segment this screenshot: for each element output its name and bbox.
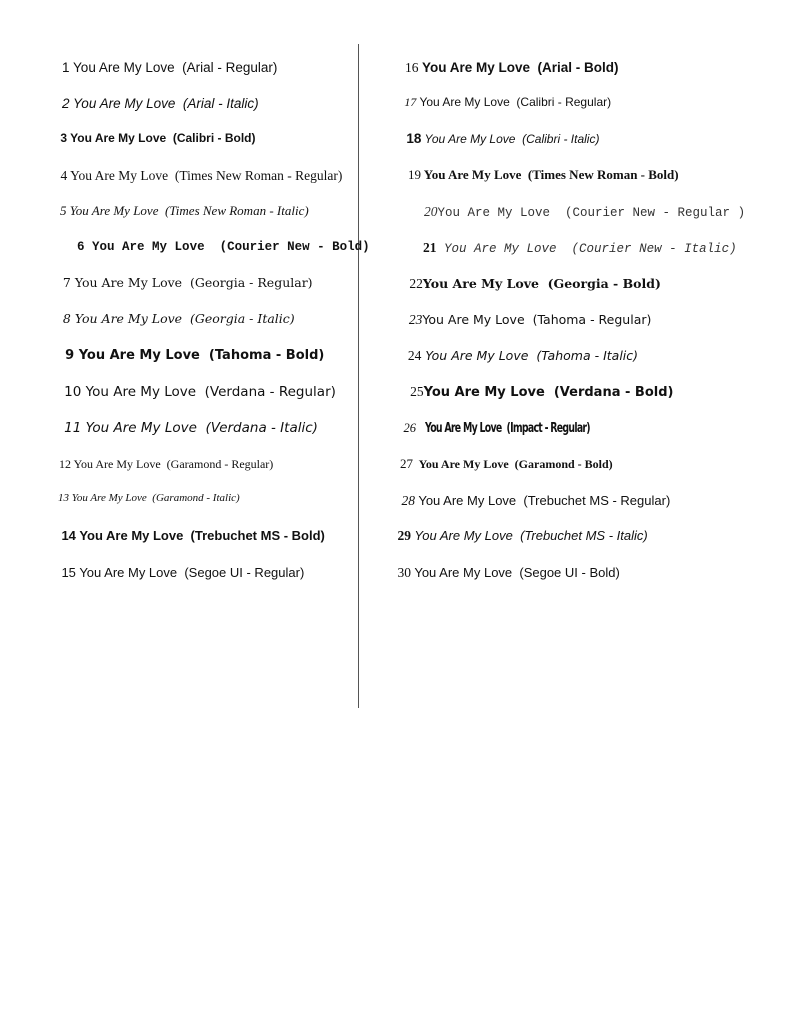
font-sample-30 — [383, 553, 620, 593]
sample-number: 11 — [64, 419, 82, 436]
sample-text: You Are My Love (Georgia - Italic) — [74, 310, 295, 326]
sample-text: You Are My Love (Verdana - Regular) — [85, 383, 336, 400]
font-sample-23 — [393, 300, 651, 339]
sample-text: You Are My Love (Times New Roman - Bold) — [423, 167, 679, 182]
sample-number: 27 — [400, 456, 413, 471]
sample-text: You Are My Love (Arial - Bold) — [422, 59, 619, 75]
sample-text: You Are My Love (Garamond - Bold) — [418, 457, 613, 471]
sample-number: 30 — [397, 565, 411, 580]
sample-text: You Are My Love (Tahoma - Italic) — [425, 347, 639, 363]
font-sample-24 — [392, 336, 638, 375]
sample-text: You Are My Love (Courier New - Italic) — [444, 241, 737, 256]
font-sample-16 — [390, 47, 619, 88]
font-sample-18 — [393, 120, 599, 158]
font-sample-9 — [47, 336, 324, 375]
sample-text: You Are My Love (Trebuchet MS - Bold) — [79, 528, 325, 543]
sample-text: You Are My Love (Trebuchet MS - Regular) — [418, 493, 671, 508]
sample-text: You Are My Love (Segoe UI - Regular) — [79, 565, 305, 580]
sample-text: You Are My Love (Courier New - Bold) — [92, 239, 370, 254]
sample-text: You Are My Love (Impact - Regular) — [425, 420, 591, 436]
font-sample-14 — [47, 516, 325, 555]
sample-text: You Are My Love (Garamond - Italic) — [71, 492, 240, 504]
font-sample-8 — [47, 300, 295, 338]
sample-text: You Are My Love (Courier New - Regular ) — [437, 205, 746, 220]
sample-text: You Are My Love (Georgia - Bold) — [422, 275, 661, 291]
font-sample-2 — [47, 83, 259, 124]
sample-number: 8 — [62, 310, 71, 326]
sample-number: 2 — [62, 95, 70, 111]
font-sample-17 — [391, 84, 611, 120]
sample-text: You Are My Love (Times New Roman - Italic) — [69, 203, 309, 218]
sample-number: 22 — [409, 275, 423, 291]
font-sample-15 — [47, 553, 304, 592]
sample-number: 1 — [62, 59, 70, 75]
font-sample-1 — [47, 47, 277, 88]
sample-number: 16 — [405, 59, 419, 75]
font-sample-20 — [394, 192, 745, 232]
font-sample-12 — [47, 446, 273, 482]
font-sample-3 — [47, 120, 256, 156]
sample-number: 10 — [64, 383, 82, 400]
sample-text: You Are My Love (Tahoma - Bold) — [78, 348, 325, 363]
sample-number: 15 — [61, 565, 76, 580]
column-divider — [358, 44, 359, 708]
font-sample-25 — [392, 372, 673, 412]
font-sample-29 — [383, 516, 648, 556]
sample-text: You Are My Love (Tahoma - Regular) — [422, 311, 652, 327]
sample-number: 29 — [397, 528, 411, 543]
sample-text: You Are My Love (Verdana - Bold) — [423, 385, 674, 400]
font-sample-19 — [395, 155, 679, 194]
font-sample-7 — [47, 264, 313, 302]
sample-number: 5 — [60, 203, 67, 218]
sample-text: You Are My Love (Garamond - Regular) — [73, 457, 274, 471]
sample-number: 26 — [403, 420, 416, 435]
sample-number: 6 — [77, 239, 85, 254]
sample-number: 9 — [65, 348, 75, 363]
sample-number: 3 — [60, 131, 68, 145]
sample-text: You Are My Love (Arial - Italic) — [73, 95, 259, 111]
font-sample-11 — [47, 408, 318, 449]
font-sample-6 — [47, 228, 370, 266]
sample-number: 4 — [60, 167, 68, 183]
sample-number: 7 — [62, 274, 71, 290]
font-sample-26 — [391, 409, 654, 447]
sample-text: You Are My Love (Segoe UI - Bold) — [414, 565, 620, 580]
sample-text: You Are My Love (Georgia - Regular) — [74, 274, 313, 290]
sample-text: You Are My Love (Calibri - Regular) — [419, 95, 612, 109]
sample-number: 17 — [404, 95, 417, 109]
sample-number: 14 — [61, 528, 76, 543]
font-sample-28 — [387, 481, 670, 521]
sample-text: You Are My Love (Verdana - Italic) — [85, 419, 318, 436]
font-sample-4 — [47, 155, 342, 196]
sample-text: You Are My Love (Arial - Regular) — [73, 59, 278, 75]
sample-number: 19 — [408, 167, 421, 182]
sample-number: 24 — [407, 347, 422, 363]
font-sample-13 — [47, 482, 240, 515]
font-sample-21 — [393, 228, 737, 268]
sample-number: 23 — [408, 311, 423, 327]
sample-text: You Are My Love (Calibri - Bold) — [70, 131, 256, 145]
sample-number: 18 — [406, 131, 422, 146]
font-sample-5 — [47, 191, 309, 230]
sample-number: 20 — [424, 203, 438, 219]
sample-text: You Are My Love (Calibri - Italic) — [424, 132, 600, 146]
sample-number: 21 — [423, 239, 437, 255]
sample-text: You Are My Love (Times New Roman - Regular) — [70, 167, 343, 183]
font-sample-27 — [388, 445, 613, 482]
sample-number: 25 — [410, 384, 424, 399]
sample-number: 13 — [58, 492, 69, 504]
sample-text: You Are My Love (Trebuchet MS - Italic) — [414, 528, 648, 543]
sample-number: 12 — [59, 457, 71, 471]
font-sample-10 — [47, 372, 336, 413]
font-sample-22 — [392, 264, 661, 303]
sample-number: 28 — [401, 493, 415, 508]
